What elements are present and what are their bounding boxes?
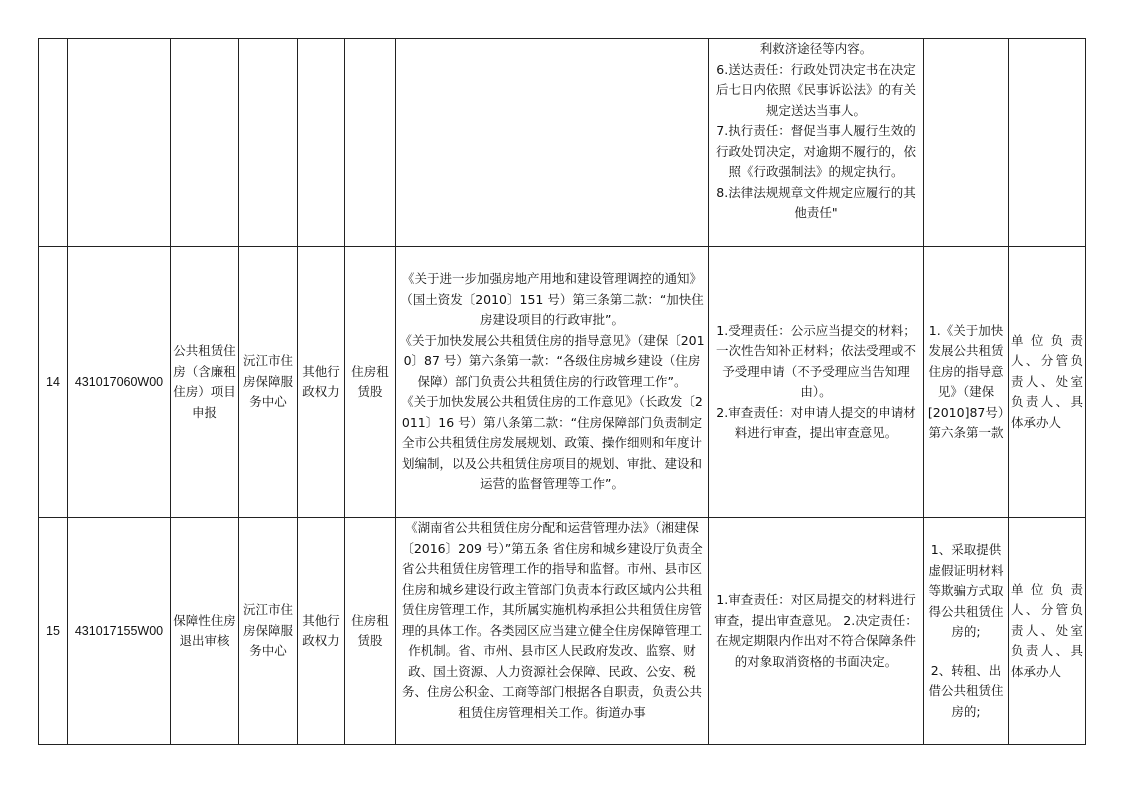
cell-accountability: [924, 518, 1009, 745]
cell-responsibility-paragraph: 6.送达责任：行政处罚决定书在决定后七日内依照《民事诉讼法》的有关规定送达当事人。: [715, 61, 916, 118]
cell-implementing-org-text: 沅江市住房保障服务中心: [242, 602, 293, 659]
cell-duty-holder-text: 单位负责人、分管负责人、处室负责人、具体承办人: [1011, 332, 1083, 430]
table-row: [39, 518, 1086, 745]
cell-department: [345, 39, 396, 247]
cell-responsibility-paragraph: 1.审查责任：对区局提交的材料进行审查，提出审查意见。 2.决定责任：在规定期限内作出对不符合保障条件的对象取消资格的书面决定。: [714, 592, 918, 669]
cell-power-type: [298, 518, 345, 745]
cell-responsibility-paragraph: 1.受理责任：公示应当提交的材料；一次性告知补正材料；依法受理或不予受理申请（不予受理应当告知理由）。: [715, 322, 916, 399]
cell-responsibility: [709, 247, 924, 518]
cell-department: [345, 247, 396, 518]
cell-implementing-org: [239, 518, 298, 745]
cell-duty-holder: [1009, 39, 1086, 247]
cell-department-text: 住房租赁股: [351, 363, 389, 399]
cell-legal-basis: [396, 518, 709, 745]
cell-item-code: [68, 247, 171, 518]
cell-power-type-text: 其他行政权力: [302, 612, 340, 648]
cell-responsibility-paragraph: 利救济途径等内容。: [759, 41, 873, 56]
cell-number-text: 14: [46, 374, 60, 389]
cell-responsibility: [709, 39, 924, 247]
cell-implementing-org: [239, 247, 298, 518]
cell-department: [345, 518, 396, 745]
cell-item-name-text: 公共租赁住房（含廉租住房）项目申报: [173, 343, 236, 420]
cell-number: [39, 39, 68, 247]
cell-implementing-org: [239, 39, 298, 247]
cell-power-type: [298, 39, 345, 247]
cell-accountability-paragraph: 2、转租、出借公共租赁住房的;: [928, 662, 1004, 719]
table-row: [39, 247, 1086, 518]
table-row: [39, 39, 1086, 247]
cell-number: [39, 518, 68, 745]
cell-power-type-text: 其他行政权力: [302, 363, 340, 399]
cell-legal-basis: [396, 39, 709, 247]
cell-legal-basis: [396, 247, 709, 518]
cell-item-name: [171, 39, 239, 247]
cell-responsibility-paragraph: 8.法律法规规章文件规定应履行的其他责任": [716, 184, 916, 220]
cell-item-code-text: 431017060W00: [74, 374, 164, 389]
cell-number-text: 15: [46, 623, 60, 638]
cell-duty-holder: [1009, 247, 1086, 518]
cell-duty-holder-text: 单位负责人、分管负责人、处室负责人、具体承办人: [1011, 581, 1083, 679]
cell-accountability: [924, 39, 1009, 247]
cell-item-name: [171, 247, 239, 518]
cell-item-name-text: 保障性住房退出审核: [173, 612, 236, 648]
cell-item-name: [171, 518, 239, 745]
power-list-table: [38, 38, 1086, 745]
cell-responsibility-paragraph: 2.审查责任：对申请人提交的申请材料进行审查，提出审查意见。: [716, 404, 916, 440]
cell-item-code: [68, 39, 171, 247]
cell-responsibility: [709, 518, 924, 745]
cell-legal-basis-paragraph: 《关于进一步加强房地产用地和建设管理调控的通知》（国土资发〔2010〕151 号）第三条第二款：“加快住房建设项目的行政审批”。: [400, 271, 704, 328]
cell-department-text: 住房租赁股: [351, 612, 389, 648]
cell-implementing-org-text: 沅江市住房保障服务中心: [242, 353, 293, 410]
cell-accountability: [924, 247, 1009, 518]
cell-item-code-text: 431017155W00: [74, 623, 164, 638]
cell-responsibility-paragraph: 7.执行责任：督促当事人履行生效的行政处罚决定，对逾期不履行的，依照《行政强制法》的规定执行。: [715, 123, 916, 179]
cell-item-code: [68, 518, 171, 745]
cell-legal-basis-paragraph: 《关于加快发展公共租赁住房的指导意见》（建保〔2010〕87 号）第六条第一款：“各级住房城乡建设（住房保障）部门负责公共租赁住房的行政管理工作”。: [399, 332, 705, 389]
cell-legal-basis-paragraph: 《湖南省公共租赁住房分配和运营管理办法》（湘建保〔2016〕209 号）”第五条 省住房和城乡建设厅负责全省公共租赁住房管理工作的指导和监督。市州、县市区住房和城乡建设行政主管部门负责本行政区域内公共租赁住房管理工作，其所属实施机构承担公共租赁住房管理的具体工作。各类园区应当建立健全住房保障管理工作机制。省、市州、县市区人民政府发改、监察、财政、国土资源、人力资源社会保障、民政、公安、税务、住房公积金、工商等部门根据各自职责，负责公共租赁住房管理相关工作。街道办事: [401, 520, 703, 720]
cell-power-type: [298, 247, 345, 518]
table-body: [39, 39, 1086, 745]
cell-number: [39, 247, 68, 518]
cell-accountability-paragraph: 1、采取提供虚假证明材料等欺骗方式取得公共租赁住房的;: [928, 542, 1004, 639]
cell-duty-holder: [1009, 518, 1086, 745]
cell-accountability-paragraph: 1.《关于加快发展公共租赁住房的指导意见》（建保[2010]87号）第六条第一款: [927, 322, 1005, 440]
cell-legal-basis-paragraph: 《关于加快发展公共租赁住房的工作意见》（长政发〔2011〕16 号）第八条第二款：“住房保障部门负责制定全市公共租赁住房发展规划、政策、操作细则和年度计划编制，以及公共租赁住房项目的规划、审批、建设和运营的监督管理等工作”。: [401, 394, 703, 492]
